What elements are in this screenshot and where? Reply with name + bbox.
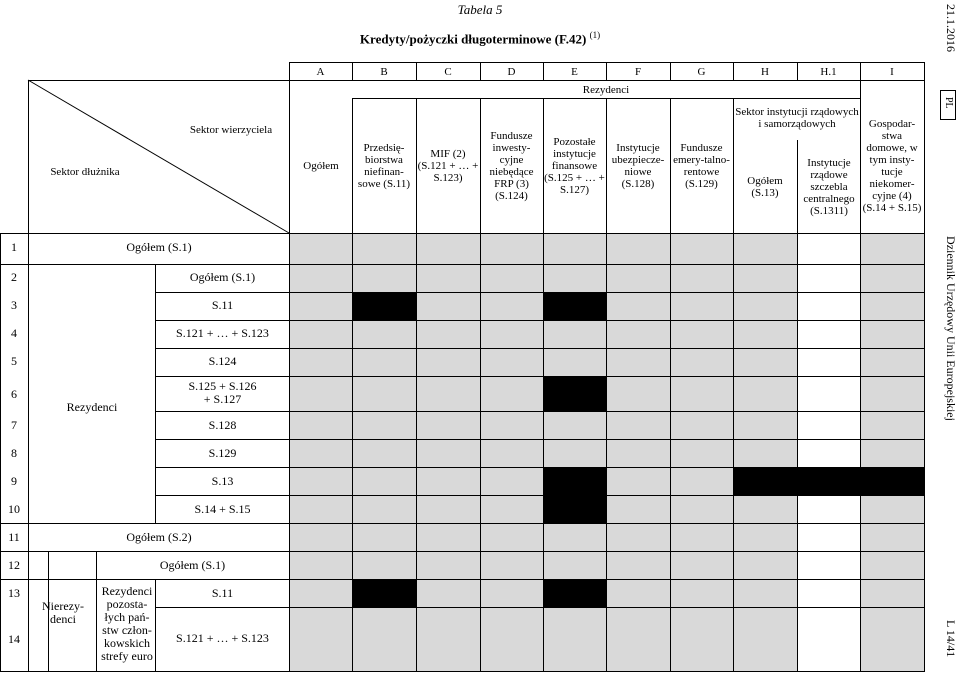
grid-cell-r10-cH: [733, 495, 798, 524]
group-label-rezydenci: Rezydenci: [66, 400, 118, 414]
grid-cell-r13-cB: [352, 579, 417, 608]
row-label-7: S.128: [208, 418, 237, 432]
grid-cell-r5-cE: [543, 348, 607, 377]
grid-cell-r6-cH: [733, 376, 798, 412]
grid-cell-r8-cA: [289, 439, 353, 468]
grid-cell-r2-cI: [860, 264, 925, 293]
row-number-3: 3: [11, 298, 17, 312]
grid-cell-r13-cH.1: [797, 579, 861, 608]
rownum-line: [28, 233, 29, 671]
grid-cell-r6-cD: [480, 376, 544, 412]
grid-cell-r3-cF: [606, 292, 671, 321]
grid-cell-r14-cH: [733, 607, 798, 672]
grid-cell-r3-cG: [670, 292, 734, 321]
grid-cell-r13-cD: [480, 579, 544, 608]
column-letter-I: I: [890, 65, 894, 78]
grid-cell-r9-cH.1: [797, 467, 861, 496]
row-number-2: 2: [11, 270, 17, 284]
grid-cell-r10-cE: [543, 495, 607, 524]
grid-cell-r7-cI: [860, 411, 925, 440]
grid-cell-r13-cA: [289, 579, 353, 608]
row-sep-2: [155, 292, 289, 293]
grid-cell-r3-cE: [543, 292, 607, 321]
grid-cell-r8-cC: [416, 439, 481, 468]
labels-bottom-line: [0, 671, 289, 672]
grid-cell-r13-cE: [543, 579, 607, 608]
row-sep-1: [0, 264, 289, 265]
col-header-B: Przedsię-biorstwa niefinan-sowe (S.11): [357, 142, 411, 190]
row-label-9: S.13: [211, 474, 234, 488]
grid-cell-r11-cH.1: [797, 523, 861, 552]
grid-cell-r8-cI: [860, 439, 925, 468]
grid-cell-r7-cG: [670, 411, 734, 440]
row-sep-12: [0, 579, 289, 580]
corner-debtor: Sektor dłużnika: [50, 166, 120, 178]
grid-cell-r7-cA: [289, 411, 353, 440]
grid-cell-r1-cD: [480, 233, 544, 265]
grid-cell-r8-cF: [606, 439, 671, 468]
side-page: L 14/41: [944, 620, 958, 658]
grid-cell-r9-cF: [606, 467, 671, 496]
grid-cell-r12-cG: [670, 551, 734, 580]
grid-cell-r2-cG: [670, 264, 734, 293]
grid-cell-r6-cB: [352, 376, 417, 412]
grid-cell-r11-cC: [416, 523, 481, 552]
grid-cell-r5-cF: [606, 348, 671, 377]
rezydenci-header: Rezydenci: [582, 83, 630, 96]
grid-cell-r4-cF: [606, 320, 671, 349]
grid-cell-r3-cA: [289, 292, 353, 321]
grid-cell-r11-cG: [670, 523, 734, 552]
grid-cell-r14-cG: [670, 607, 734, 672]
row-sep-6: [155, 411, 289, 412]
col-header-I: Gospodar-stwa domowe, w tym insty-tucje niekomer-cyjne (4) (S.14 + S.15): [862, 118, 922, 214]
corner-creditor: Sektor wierzyciela: [189, 124, 273, 136]
grid-cell-r8-cH.1: [797, 439, 861, 468]
grid-cell-r3-cH: [733, 292, 798, 321]
grid-cell-r4-cD: [480, 320, 544, 349]
column-letter-D: D: [507, 65, 516, 78]
grid-cell-r2-cF: [606, 264, 671, 293]
grid-cell-r14-cI: [860, 607, 925, 672]
row-sep-10: [0, 523, 289, 524]
column-letter-C: C: [444, 65, 452, 78]
labels-left-line: [0, 233, 1, 671]
grid-cell-r2-cD: [480, 264, 544, 293]
grid-cell-r11-cA: [289, 523, 353, 552]
grid-cell-r4-cH.1: [797, 320, 861, 349]
col-header-H1: Instytucje rządowe szczebla centralnego (S.1311): [803, 157, 855, 217]
row-number-6: 6: [11, 387, 17, 401]
column-letter-H-1: H.1: [820, 65, 837, 78]
row-sep-5: [155, 376, 289, 377]
grid-cell-r11-cD: [480, 523, 544, 552]
side-date: 21.1.2016: [944, 4, 958, 52]
table-title-note: (1): [589, 30, 601, 40]
grid-cell-r7-cE: [543, 411, 607, 440]
grid-cell-r4-cC: [416, 320, 481, 349]
grid-cell-r5-cA: [289, 348, 353, 377]
col-header-D: Fundusze inwesty-cyjne niebędące FRP (3) (S.124): [489, 130, 534, 202]
grid-cell-r11-cH: [733, 523, 798, 552]
row-label-14: S.121 + … + S.123: [176, 631, 269, 645]
column-letter-H: H: [761, 65, 769, 78]
grid-cell-r14-cB: [352, 607, 417, 672]
grid-cell-r10-cA: [289, 495, 353, 524]
row-sep-3: [155, 320, 289, 321]
side-lang: PL: [943, 97, 954, 109]
grid-cell-r6-cI: [860, 376, 925, 412]
column-letter-G: G: [697, 65, 706, 78]
grid-cell-r6-cH.1: [797, 376, 861, 412]
row-label-4: S.121 + … + S.123: [176, 326, 269, 340]
grid-cell-r12-cB: [352, 551, 417, 580]
column-letter-A: A: [316, 65, 325, 78]
grid-cell-r13-cI: [860, 579, 925, 608]
grid-cell-r5-cG: [670, 348, 734, 377]
grid-cell-r8-cD: [480, 439, 544, 468]
grid-cell-r2-cH: [733, 264, 798, 293]
grid-cell-r11-cI: [860, 523, 925, 552]
grid-cell-r9-cA: [289, 467, 353, 496]
grid-cell-r7-cD: [480, 411, 544, 440]
grid-cell-r3-cI: [860, 292, 925, 321]
grid-cell-r1-cA: [289, 233, 353, 265]
row-number-5: 5: [11, 354, 17, 368]
grid-cell-r2-cB: [352, 264, 417, 293]
group-label-rezydenci-euro: Rezydenci pozosta-łych pań-stw człon-kowskich strefy euro: [101, 584, 153, 663]
grid-cell-r6-cF: [606, 376, 671, 412]
column-letter-F: F: [634, 65, 642, 78]
grid-cell-r14-cE: [543, 607, 607, 672]
grid-cell-r11-cF: [606, 523, 671, 552]
grid-cell-r1-cE: [543, 233, 607, 265]
grid-cell-r9-cH: [733, 467, 798, 496]
row-label-10: S.14 + S.15: [194, 502, 251, 516]
grid-cell-r5-cH.1: [797, 348, 861, 377]
group-label-nierezydenci: Nierezy-denci: [42, 599, 84, 626]
grid-cell-r5-cD: [480, 348, 544, 377]
grid-cell-r11-cB: [352, 523, 417, 552]
grid-cell-r13-cF: [606, 579, 671, 608]
row-sep-7: [155, 439, 289, 440]
grid-cell-r7-cC: [416, 411, 481, 440]
grid-cell-r1-cC: [416, 233, 481, 265]
grid-cell-r1-cB: [352, 233, 417, 265]
grid-cell-r8-cH: [733, 439, 798, 468]
grid-cell-r14-cH.1: [797, 607, 861, 672]
table-label: Tabela 5: [457, 2, 503, 17]
grid-cell-r7-cB: [352, 411, 417, 440]
grid-cell-r7-cH.1: [797, 411, 861, 440]
grid-cell-r12-cC: [416, 551, 481, 580]
row-sep-11: [0, 551, 289, 552]
grid-cell-r10-cF: [606, 495, 671, 524]
grid-cell-r10-cC: [416, 495, 481, 524]
grid-cell-r8-cG: [670, 439, 734, 468]
gov-header: Sektor instytucji rządowych i samorządowych: [735, 106, 859, 130]
grid-cell-r4-cE: [543, 320, 607, 349]
grid-cell-r3-cH.1: [797, 292, 861, 321]
grid-cell-r14-cF: [606, 607, 671, 672]
grid-cell-r4-cI: [860, 320, 925, 349]
grid-cell-r10-cG: [670, 495, 734, 524]
grid-cell-r6-cA: [289, 376, 353, 412]
row-number-1: 1: [11, 240, 17, 254]
grid-cell-r9-cI: [860, 467, 925, 496]
grid-cell-r9-cG: [670, 467, 734, 496]
row-number-13: 13: [8, 586, 20, 600]
grid-cell-r12-cD: [480, 551, 544, 580]
row-number-8: 8: [11, 446, 17, 460]
row-number-9: 9: [11, 474, 17, 488]
grid-cell-r11-cE: [543, 523, 607, 552]
grid-cell-r7-cF: [606, 411, 671, 440]
grid-cell-r2-cH.1: [797, 264, 861, 293]
grid-cell-r5-cC: [416, 348, 481, 377]
grid-cell-r3-cC: [416, 292, 481, 321]
col-header-H: Ogółem (S.13): [747, 175, 783, 199]
row-label-6: S.125 + S.126 + S.127: [188, 379, 257, 406]
grid-cell-r5-cB: [352, 348, 417, 377]
grid-cell-r8-cB: [352, 439, 417, 468]
grid-cell-r9-cB: [352, 467, 417, 496]
grid-cell-r12-cI: [860, 551, 925, 580]
grid-cell-r4-cA: [289, 320, 353, 349]
row-sep-13: [155, 607, 289, 608]
row-label-2: Ogółem (S.1): [189, 270, 256, 284]
row-label-3: S.11: [211, 298, 234, 312]
grid-cell-r14-cD: [480, 607, 544, 672]
row-label-11: Ogółem (S.2): [126, 530, 192, 544]
grid-cell-r2-cE: [543, 264, 607, 293]
grid-cell-r4-cG: [670, 320, 734, 349]
grid-cell-r12-cF: [606, 551, 671, 580]
rezydenci-group-line: [155, 264, 156, 523]
col-header-F: Instytucje ubezpiecze-niowe (S.128): [611, 142, 665, 190]
grid-cell-r10-cI: [860, 495, 925, 524]
grid-cell-r7-cH: [733, 411, 798, 440]
grid-cell-r5-cH: [733, 348, 798, 377]
grid-cell-r14-cC: [416, 607, 481, 672]
grid-cell-r10-cB: [352, 495, 417, 524]
grid-cell-r6-cG: [670, 376, 734, 412]
row-number-14: 14: [8, 632, 20, 646]
grid-cell-r1-cG: [670, 233, 734, 265]
grid-cell-r1-cH: [733, 233, 798, 265]
side-lang-box: [940, 90, 956, 120]
col-header-C: MIF (2) (S.121 + … + S.123): [417, 148, 479, 184]
column-letter-B: B: [380, 65, 388, 78]
grid-cell-r3-cB: [352, 292, 417, 321]
grid-cell-r10-cH.1: [797, 495, 861, 524]
grid-cell-r4-cB: [352, 320, 417, 349]
grid-cell-r9-cC: [416, 467, 481, 496]
row-sep-8: [155, 467, 289, 468]
side-journal: Dziennik Urzędowy Unii Europejskiej: [944, 236, 958, 421]
grid-cell-r12-cE: [543, 551, 607, 580]
row-number-11: 11: [8, 530, 20, 544]
row-sep-4: [155, 348, 289, 349]
euro-sub-line: [155, 579, 156, 671]
grid-cell-r8-cE: [543, 439, 607, 468]
grid-cell-r6-cE: [543, 376, 607, 412]
row-sep-0: [0, 233, 289, 234]
row-number-4: 4: [11, 326, 17, 340]
row-number-7: 7: [11, 418, 17, 432]
grid-cell-r5-cI: [860, 348, 925, 377]
grid-cell-r14-cA: [289, 607, 353, 672]
grid-cell-r13-cG: [670, 579, 734, 608]
grid-cell-r13-cC: [416, 579, 481, 608]
grid-cell-r4-cH: [733, 320, 798, 349]
row-label-1: Ogółem (S.1): [126, 240, 192, 254]
row-label-8: S.129: [208, 446, 237, 460]
grid-cell-r2-cC: [416, 264, 481, 293]
grid-cell-r6-cC: [416, 376, 481, 412]
grid-cell-r12-cH: [733, 551, 798, 580]
grid-cell-r9-cD: [480, 467, 544, 496]
table-title-text: Kredyty/pożyczki długoterminowe (F.42): [359, 31, 587, 47]
grid-cell-r10-cD: [480, 495, 544, 524]
grid-cell-r13-cH: [733, 579, 798, 608]
row-number-12: 12: [8, 558, 20, 572]
row-sep-9: [155, 495, 289, 496]
grid-cell-r2-cA: [289, 264, 353, 293]
grid-cell-r1-cF: [606, 233, 671, 265]
column-letter-E: E: [571, 65, 578, 78]
grid-cell-r3-cD: [480, 292, 544, 321]
col-header-E: Pozostałe instytucje finansowe (S.125 + … + S.127): [544, 136, 605, 196]
row-label-13: S.11: [211, 586, 234, 600]
row-number-10: 10: [8, 502, 20, 516]
col-header-A: Ogółem: [303, 160, 339, 172]
grid-cell-r1-cI: [860, 233, 925, 265]
grid-cell-r12-cH.1: [797, 551, 861, 580]
grid-cell-r12-cA: [289, 551, 353, 580]
grid-cell-r9-cE: [543, 467, 607, 496]
col-header-G: Fundusze emery-talno-rentowe (S.129): [673, 142, 730, 190]
row-label-5: S.124: [208, 354, 237, 368]
row-label-12: Ogółem (S.1): [159, 558, 226, 572]
grid-cell-r1-cH.1: [797, 233, 861, 265]
